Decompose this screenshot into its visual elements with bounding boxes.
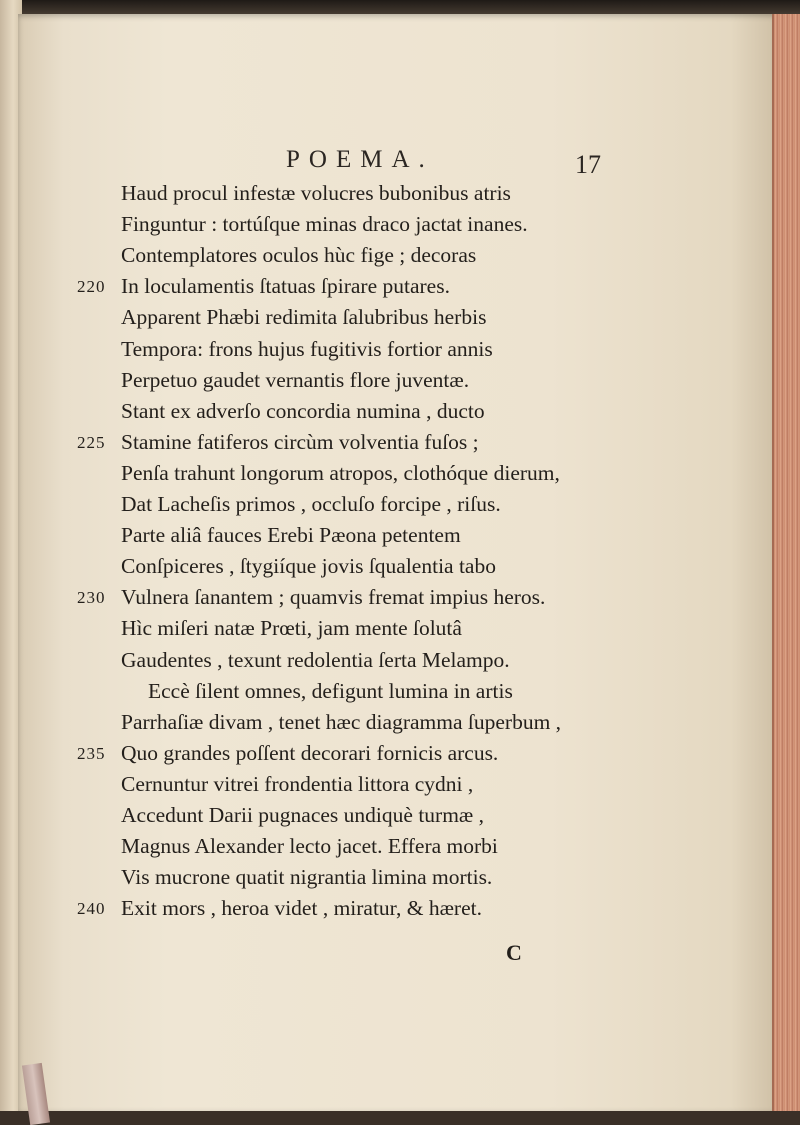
verse-line: Tempora: frons hujus fugitivis fortior annis — [121, 336, 493, 361]
line-number: 240 — [77, 899, 106, 919]
verse-line: Stant ex adverſo concordia numina , ducto — [121, 398, 485, 423]
line-number: 225 — [77, 432, 106, 452]
verse-line: Dat Lacheſis primos , occluſo forcipe , riſus. — [121, 492, 501, 516]
running-head: POEMA. — [286, 146, 434, 173]
verse-line: Hìc miſeri natæ Prœti, jam mente ſolutâ — [121, 616, 462, 641]
verse-line: Accedunt Darii pugnaces undiquè turmæ , — [121, 803, 485, 827]
verse-line: Gaudentes , texunt redolentia ſerta Melampo. — [121, 647, 510, 672]
verse-line: Vis mucrone quatit nigrantia limina mortis. — [121, 865, 493, 890]
verse-line: Conſpiceres , ſtygiíque jovis ſqualentia tabo — [121, 554, 496, 579]
verse-line: Magnus Alexander lecto jacet. Effera morbi — [121, 834, 498, 859]
verse-line: Parte aliâ fauces Erebi Pæona petentem — [121, 523, 461, 548]
verse-line: Haud procul infestæ volucres bubonibus atris — [121, 181, 511, 205]
verse-line: Vulnera ſanantem ; quamvis fremat impius heros. — [121, 585, 546, 610]
verse-line: Quo grandes poſſent decorari fornicis arcus. — [121, 740, 499, 765]
verse-line: Apparent Phæbi redimita ſalubribus herbis — [121, 305, 487, 330]
verse-line: Finguntur : tortúſque minas draco jactat inanes. — [121, 212, 528, 237]
verse-line: Parrhaſiæ divam , tenet hæc diagramma ſuperbum , — [121, 709, 562, 734]
verse-line: Contemplatores oculos hùc fige ; decoras — [121, 243, 477, 268]
verse-line: Eccè ſilent omnes, defigunt lumina in artis — [148, 678, 513, 703]
verse-line: Exit mors , heroa videt , miratur, & hæret. — [121, 896, 482, 921]
line-number: 235 — [77, 743, 106, 763]
verse-line: Penſa trahunt longorum atropos, clothóque dierum, — [121, 460, 560, 485]
verse-line: Cernuntur vitrei frondentia littora cydni , — [121, 771, 474, 796]
verse-line: Perpetuo gaudet vernantis flore juventæ. — [121, 367, 470, 392]
verse-line: In loculamentis ſtatuas ſpirare putares. — [121, 274, 450, 299]
page-edges — [772, 14, 800, 1111]
signature-mark: C — [506, 940, 522, 965]
line-number: 230 — [77, 588, 106, 608]
line-number: 220 — [77, 277, 106, 297]
verse-line: Stamine fatiferos circùm volventia fuſos ; — [121, 429, 479, 454]
page-number: 17 — [575, 150, 601, 179]
